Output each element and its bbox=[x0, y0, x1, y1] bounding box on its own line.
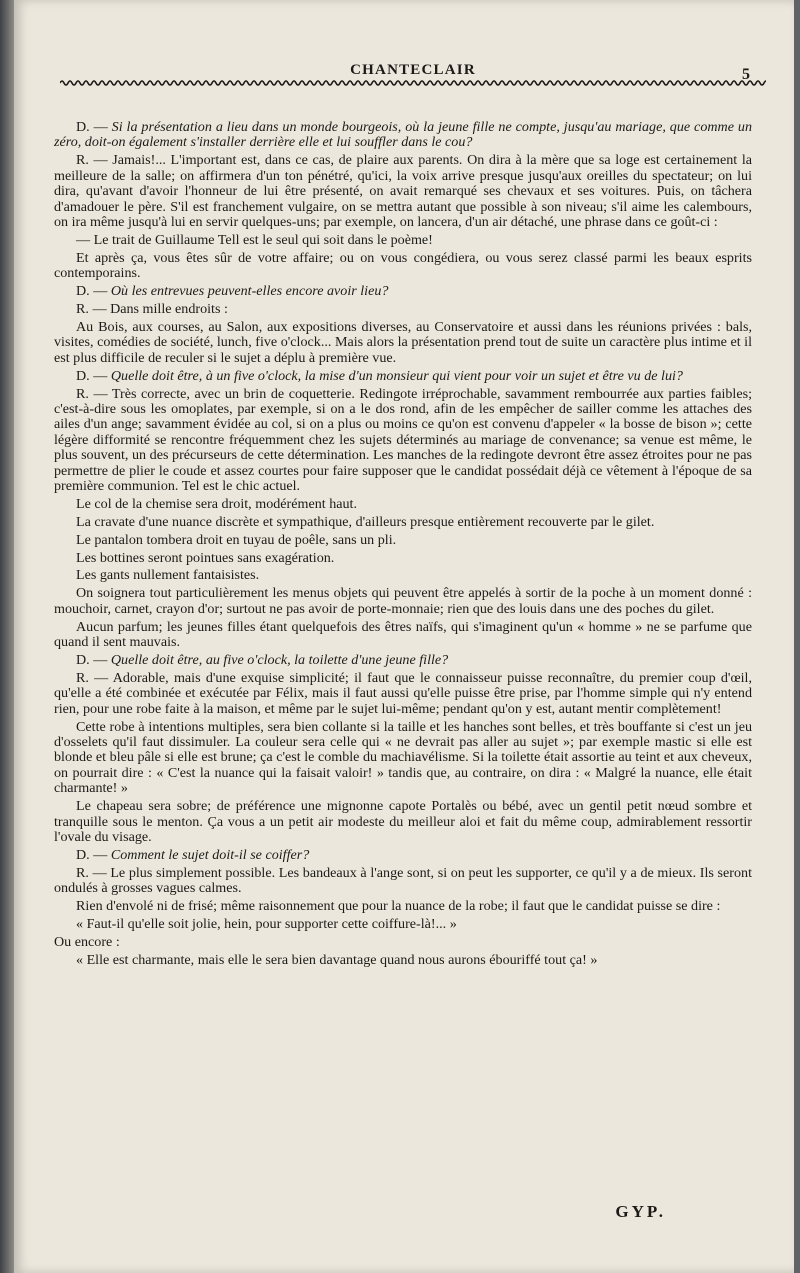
question-marker: D. — bbox=[76, 119, 112, 135]
paragraph bbox=[54, 251, 752, 282]
paragraph bbox=[54, 671, 752, 717]
paragraph-text: Rien d'envolé ni de frisé; même raisonnement que pour la nuance de la robe; il faut que le candidat puisse se dire : bbox=[76, 898, 721, 915]
paragraph-text: R. — Jamais!... L'important est, dans ce cas, de plaire aux parents. On dira à la mère que sa loge est certainement la meilleure de la salle; on affirmera d'un ton pénétré, qu'ici, la voix arrive presque jusqu'aux oreilles du spectateur; on lui dira, qu'avant d'avoir l'honneur de lui être présenté, on avait remarqué ses chevaux et ses voitures. Puis, on tâchera d'amadouer le père. S'il est franchement vulgaire, on se mettra autant que possible à son niveau; s'il aime les calembours, on ira même jusqu'à lui en servir quelques-uns; par exemple, on lancera, d'un air détaché, une phrase dans ce goût-ci : bbox=[54, 152, 752, 230]
paragraph-text: Les bottines seront pointues sans exagération. bbox=[76, 549, 335, 566]
paragraph bbox=[54, 233, 752, 248]
paragraph bbox=[54, 568, 752, 583]
magazine-page bbox=[14, 0, 794, 1273]
paragraph bbox=[54, 586, 752, 617]
paragraph bbox=[54, 387, 752, 495]
question-marker: D. — bbox=[76, 652, 111, 668]
paragraph-text: « Elle est charmante, mais elle le sera bien davantage quand nous aurons ébouriffé tout ça! » bbox=[76, 951, 598, 968]
running-header bbox=[60, 58, 766, 92]
paragraph bbox=[54, 620, 752, 651]
binding-gutter bbox=[0, 0, 14, 1273]
question-text: Où les entrevues peuvent-elles encore avoir lieu? bbox=[110, 283, 389, 300]
paragraph-text: Ou encore : bbox=[54, 933, 120, 950]
paragraph-text: R. — Le plus simplement possible. Les bandeaux à l'ange sont, si on peut les supporter, ce qu'il y a de mieux. Ils seront ondulés à grosses vagues calmes. bbox=[54, 864, 752, 897]
paragraph bbox=[54, 369, 752, 384]
paragraph-text: Le chapeau sera sobre; de préférence une mignonne capote Portalès ou bébé, avec un gentil petit nœud sombre et tranquille sous le menton. Ça vous a un petit air modeste du meilleur aloi et fait du même coup, admirablement ressortir l'ovale du visage. bbox=[54, 798, 752, 845]
paragraph bbox=[54, 533, 752, 548]
question-text: Si la présentation a lieu dans un monde bourgeois, où la jeune fille ne compte, jusqu'au mariage, que comme un zéro, doit-on également s'installer derrière elle et lui souffler dans le cou? bbox=[54, 119, 752, 151]
paragraph bbox=[54, 120, 752, 151]
paragraph-text: Au Bois, aux courses, au Salon, aux expositions diverses, au Conservatoire et aussi dans les réunions privées : bals, visites, comédies de société, lunch, five o'clock... Mais alors la présentation prend tout de suite un caractère plus intime et il est plus difficile de reculer si le sujet a déplu à première vue. bbox=[54, 318, 752, 366]
paragraph-text: R. — Adorable, mais d'une exquise simplicité; il faut que le connaisseur puisse reconnaître, du premier coup d'œil, qu'elle a été combinée et exécutée par Félix, mais il faut aussi qu'elle puisse être prise, par l'homme simple qui n'y entend rien, pour une robe faite à la maison, et même par le sujet lui-même; pendant qu'on y est, autant mentir complètement! bbox=[54, 669, 752, 717]
paragraph bbox=[54, 866, 752, 897]
paragraph-text: Le pantalon tombera droit en tuyau de poêle, sans un pli. bbox=[76, 531, 397, 548]
question-text: Quelle doit être, au five o'clock, la toilette d'une jeune fille? bbox=[110, 652, 449, 668]
paragraph bbox=[54, 935, 752, 950]
question-text: Quelle doit être, à un five o'clock, la mise d'un monsieur qui vient pour voir un sujet et être vu de lui? bbox=[110, 367, 683, 384]
paragraph-text: — Le trait de Guillaume Tell est le seul qui soit dans le poème! bbox=[76, 231, 433, 248]
article-body bbox=[54, 120, 752, 971]
paragraph bbox=[54, 899, 752, 914]
paragraph bbox=[54, 653, 752, 668]
page-number: 5 bbox=[742, 66, 750, 83]
paragraph-text: R. — Dans mille endroits : bbox=[76, 300, 228, 317]
paragraph-text: La cravate d'une nuance discrète et sympathique, d'ailleurs presque entièrement recouverte par le gilet. bbox=[76, 513, 655, 530]
question-marker: D. — bbox=[76, 367, 111, 384]
paragraph-text: Les gants nullement fantaisistes. bbox=[76, 567, 260, 584]
paragraph-text: « Faut-il qu'elle soit jolie, hein, pour supporter cette coiffure-là!... » bbox=[76, 916, 457, 932]
paragraph bbox=[54, 551, 752, 566]
paragraph bbox=[54, 497, 752, 512]
paragraph bbox=[54, 917, 752, 932]
paragraph bbox=[54, 515, 752, 530]
wavy-rule bbox=[60, 78, 766, 88]
paragraph bbox=[54, 284, 752, 299]
paragraph bbox=[54, 720, 752, 797]
paragraph bbox=[54, 320, 752, 366]
paragraph-text: R. — Très correcte, avec un brin de coquetterie. Redingote irréprochable, savamment rembourrée aux parties faibles; c'est-à-dire sous les omoplates, par exemple, si on a le dos rond, afin de les empêcher de sailler comme les attaches des ailes d'un ange; savamment évidée au col, si on a plus ou moins ce qu'on est convenu d'appeler « la bosse de bison »; cette légère difformité se rencontre fréquemment chez les sujets déterminés au mariage de convenance; sa venue est même, le plus souvent, un des précurseurs de cette détermination. Les manches de la redingote devront être assez étroites pour ne pas permettre de plier le coude et assez courtes pour faire supposer que le candidat possédait déjà ce vêtement à l'époque de sa première communion. Tel est le chic actuel. bbox=[54, 385, 752, 494]
paragraph bbox=[54, 848, 752, 863]
paragraph-text: Et après ça, vous êtes sûr de votre affaire; ou on vous congédiera, ou vous serez classé parmi les beaux esprits contemporains. bbox=[54, 249, 752, 282]
author-signature: GYP. bbox=[615, 1202, 666, 1221]
paragraph-text: Cette robe à intentions multiples, sera bien collante si la taille et les hanches sont belles, et très bouffante si c'est un jeu d'osselets qu'il faut dissimuler. La couleur sera celle qui « ne devrait pas aller au sujet »; par exemple mastic si elle est blonde et bleu pâle si elle est brune; ça c'est le comble du machiavélisme. Si la toilette était assortie au teint et aux cheveux, on pourrait dire : « C'est la nuance qui la faisait valoir! » tandis que, au contraire, on dira : « Malgré la nuance, elle était charmante! » bbox=[54, 718, 752, 797]
paragraph bbox=[54, 302, 752, 317]
paragraph-text: On soignera tout particulièrement les menus objets qui peuvent être appelés à sortir de la poche à un moment donné : mouchoir, carnet, crayon d'or; surtout ne pas avoir de porte-monnaie; rien que des louis dans une des poches du gilet. bbox=[54, 585, 752, 617]
question-text: Comment le sujet doit-il se coiffer? bbox=[110, 846, 310, 863]
page-title: CHANTECLAIR bbox=[350, 62, 476, 78]
question-marker: D. — bbox=[76, 283, 111, 300]
paragraph bbox=[54, 953, 752, 968]
paragraph bbox=[54, 799, 752, 845]
paragraph-text: Le col de la chemise sera droit, modérément haut. bbox=[76, 495, 357, 512]
paragraph bbox=[54, 153, 752, 230]
question-marker: D. — bbox=[76, 846, 111, 863]
paragraph-text: Aucun parfum; les jeunes filles étant quelquefois des êtres naïfs, qui s'imaginent qu'un « homme » ne se parfume que quand il sent mauvais. bbox=[54, 618, 752, 651]
